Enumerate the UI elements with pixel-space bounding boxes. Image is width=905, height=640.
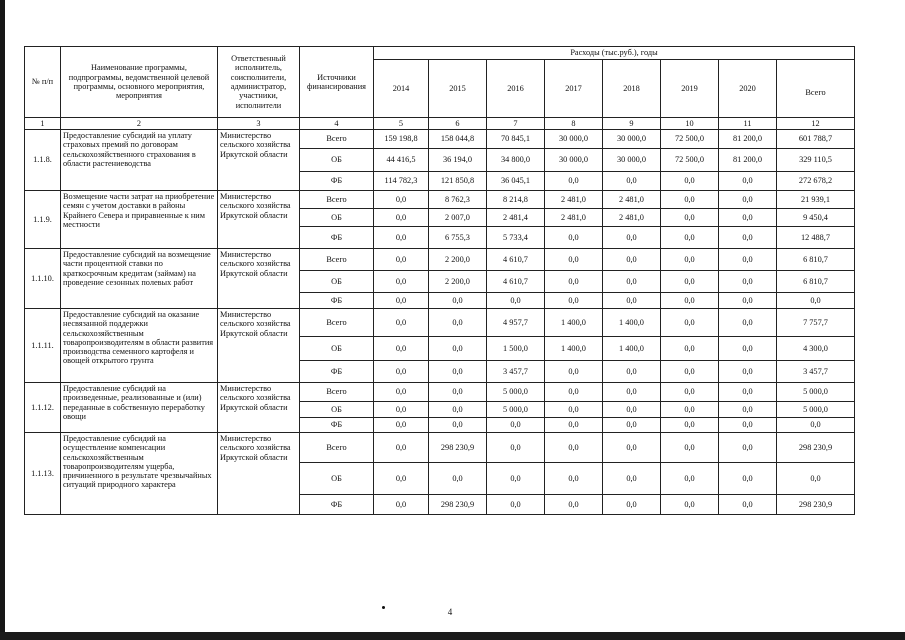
- table-row: [25, 249, 855, 271]
- funding-source: Всего: [300, 309, 374, 337]
- year-value: 0,0: [603, 227, 661, 249]
- year-value: 0,0: [719, 495, 777, 515]
- budget-table: [24, 46, 855, 515]
- table-row: [25, 191, 855, 209]
- item-responsible: Министерство сельского хозяйства Иркутской области: [218, 249, 300, 309]
- funding-source: ФБ: [300, 495, 374, 515]
- year-value: 0,0: [719, 383, 777, 402]
- year-value: 36 045,1: [487, 172, 545, 191]
- total-value: 5 000,0: [777, 383, 855, 402]
- year-value: 0,0: [719, 191, 777, 209]
- total-value: 5 000,0: [777, 402, 855, 418]
- year-value: 0,0: [374, 227, 429, 249]
- header-expenses: Расходы (тыс.руб.), годы: [374, 47, 855, 60]
- year-value: 0,0: [429, 361, 487, 383]
- year-value: 0,0: [661, 172, 719, 191]
- header-year: 2017: [545, 60, 603, 118]
- year-value: 0,0: [661, 227, 719, 249]
- total-value: 9 450,4: [777, 209, 855, 227]
- funding-source: ФБ: [300, 227, 374, 249]
- year-value: 0,0: [545, 361, 603, 383]
- total-value: 298 230,9: [777, 495, 855, 515]
- year-value: 36 194,0: [429, 149, 487, 172]
- header-year: 2016: [487, 60, 545, 118]
- year-value: 159 198,8: [374, 130, 429, 149]
- item-responsible: Министерство сельского хозяйства Иркутской области: [218, 309, 300, 383]
- year-value: 0,0: [603, 402, 661, 418]
- year-value: 0,0: [719, 418, 777, 433]
- year-value: 0,0: [429, 463, 487, 495]
- year-value: 1 500,0: [487, 337, 545, 361]
- col-number: 3: [218, 118, 300, 130]
- year-value: 2 481,4: [487, 209, 545, 227]
- year-value: 0,0: [545, 402, 603, 418]
- year-value: 2 200,0: [429, 249, 487, 271]
- year-value: 121 850,8: [429, 172, 487, 191]
- year-value: 30 000,0: [603, 130, 661, 149]
- year-value: 0,0: [545, 227, 603, 249]
- year-value: 0,0: [719, 361, 777, 383]
- item-name: Предоставление субсидий на возмещение части процентной ставки по краткосрочным кредитам (займам) на проведение сезонных полевых работ: [61, 249, 218, 309]
- total-value: 0,0: [777, 463, 855, 495]
- year-value: 0,0: [661, 361, 719, 383]
- year-value: 0,0: [719, 337, 777, 361]
- year-value: 34 800,0: [487, 149, 545, 172]
- year-value: 158 044,8: [429, 130, 487, 149]
- header-year: 2019: [661, 60, 719, 118]
- year-value: 0,0: [719, 463, 777, 495]
- year-value: 4 610,7: [487, 249, 545, 271]
- scan-edge-bottom: [0, 632, 905, 640]
- year-value: 0,0: [661, 191, 719, 209]
- total-value: 4 300,0: [777, 337, 855, 361]
- table-row: [25, 309, 855, 337]
- year-value: 44 416,5: [374, 149, 429, 172]
- column-numbers-row: [25, 118, 855, 130]
- year-value: 0,0: [374, 418, 429, 433]
- col-number: 6: [429, 118, 487, 130]
- funding-source: Всего: [300, 383, 374, 402]
- year-value: 30 000,0: [545, 130, 603, 149]
- year-value: 0,0: [429, 309, 487, 337]
- total-value: 6 810,7: [777, 249, 855, 271]
- year-value: 0,0: [487, 293, 545, 309]
- year-value: 0,0: [545, 433, 603, 463]
- scan-dot: [382, 606, 385, 609]
- table-row: [25, 433, 855, 463]
- total-value: 12 488,7: [777, 227, 855, 249]
- year-value: 5 000,0: [487, 383, 545, 402]
- col-number: 12: [777, 118, 855, 130]
- year-value: 0,0: [719, 209, 777, 227]
- year-value: 0,0: [661, 309, 719, 337]
- year-value: 0,0: [603, 271, 661, 293]
- year-value: 0,0: [429, 337, 487, 361]
- year-value: 0,0: [719, 172, 777, 191]
- year-value: 0,0: [429, 418, 487, 433]
- item-responsible: Министерство сельского хозяйства Иркутской области: [218, 130, 300, 191]
- year-value: 114 782,3: [374, 172, 429, 191]
- year-value: 0,0: [603, 463, 661, 495]
- total-value: 21 939,1: [777, 191, 855, 209]
- funding-source: ФБ: [300, 172, 374, 191]
- year-value: 81 200,0: [719, 130, 777, 149]
- funding-source: Всего: [300, 433, 374, 463]
- col-number: 7: [487, 118, 545, 130]
- year-value: 0,0: [487, 433, 545, 463]
- year-value: 0,0: [661, 433, 719, 463]
- year-value: 2 481,0: [545, 191, 603, 209]
- scan-edge-left: [0, 0, 5, 640]
- year-value: 0,0: [661, 249, 719, 271]
- funding-source: ОБ: [300, 149, 374, 172]
- header-year: 2018: [603, 60, 661, 118]
- year-value: 0,0: [661, 337, 719, 361]
- header-row-1: [25, 47, 855, 60]
- year-value: 0,0: [374, 191, 429, 209]
- col-number: 4: [300, 118, 374, 130]
- year-value: 6 755,3: [429, 227, 487, 249]
- funding-source: ОБ: [300, 402, 374, 418]
- header-responsible: Ответственный исполнитель, соисполнители, администратор, участники, исполнители: [218, 47, 300, 118]
- item-number: 1.1.12.: [25, 383, 61, 433]
- year-value: 0,0: [487, 463, 545, 495]
- year-value: 0,0: [374, 383, 429, 402]
- year-value: 30 000,0: [545, 149, 603, 172]
- year-value: 0,0: [545, 172, 603, 191]
- year-value: 2 200,0: [429, 271, 487, 293]
- year-value: 0,0: [429, 383, 487, 402]
- year-value: 81 200,0: [719, 149, 777, 172]
- year-value: 0,0: [661, 495, 719, 515]
- item-responsible: Министерство сельского хозяйства Иркутской области: [218, 433, 300, 515]
- total-value: 6 810,7: [777, 271, 855, 293]
- year-value: 0,0: [719, 402, 777, 418]
- total-value: 329 110,5: [777, 149, 855, 172]
- item-name: Предоставление субсидий на оказание несвязанной поддержки сельскохозяйственным товаропроизводителям в области развития производства семенного картофеля и овощей открытого грунта: [61, 309, 218, 383]
- total-value: 3 457,7: [777, 361, 855, 383]
- year-value: 0,0: [374, 495, 429, 515]
- year-value: 3 457,7: [487, 361, 545, 383]
- item-number: 1.1.8.: [25, 130, 61, 191]
- year-value: 0,0: [374, 249, 429, 271]
- col-number: 1: [25, 118, 61, 130]
- header-total: Всего: [777, 60, 855, 118]
- year-value: 0,0: [545, 418, 603, 433]
- year-value: 0,0: [374, 402, 429, 418]
- year-value: 0,0: [374, 337, 429, 361]
- total-value: 298 230,9: [777, 433, 855, 463]
- year-value: 2 481,0: [545, 209, 603, 227]
- header-name: Наименование программы, подпрограммы, ведомственной целевой программы, основного мероприятия, мероприятия: [61, 47, 218, 118]
- funding-source: ОБ: [300, 337, 374, 361]
- year-value: 0,0: [719, 433, 777, 463]
- funding-source: ФБ: [300, 361, 374, 383]
- funding-source: ОБ: [300, 209, 374, 227]
- col-number: 10: [661, 118, 719, 130]
- funding-source: Всего: [300, 191, 374, 209]
- year-value: 0,0: [661, 463, 719, 495]
- year-value: 0,0: [661, 402, 719, 418]
- funding-source: Всего: [300, 130, 374, 149]
- year-value: 0,0: [487, 418, 545, 433]
- year-value: 1 400,0: [545, 309, 603, 337]
- year-value: 72 500,0: [661, 130, 719, 149]
- year-value: 0,0: [719, 309, 777, 337]
- funding-source: ОБ: [300, 271, 374, 293]
- year-value: 0,0: [661, 418, 719, 433]
- year-value: 0,0: [603, 495, 661, 515]
- col-number: 9: [603, 118, 661, 130]
- year-value: 0,0: [603, 361, 661, 383]
- year-value: 0,0: [545, 495, 603, 515]
- item-name: Предоставление субсидий на произведенные, реализованные и (или) переданные в собственную переработку овощи: [61, 383, 218, 433]
- item-number: 1.1.13.: [25, 433, 61, 515]
- year-value: 0,0: [374, 309, 429, 337]
- year-value: 298 230,9: [429, 495, 487, 515]
- year-value: 0,0: [719, 293, 777, 309]
- item-number: 1.1.10.: [25, 249, 61, 309]
- funding-source: ФБ: [300, 293, 374, 309]
- year-value: 0,0: [661, 271, 719, 293]
- funding-source: ОБ: [300, 463, 374, 495]
- header-year: 2015: [429, 60, 487, 118]
- year-value: 0,0: [719, 249, 777, 271]
- year-value: 4 957,7: [487, 309, 545, 337]
- year-value: 0,0: [545, 249, 603, 271]
- year-value: 0,0: [603, 293, 661, 309]
- year-value: 0,0: [661, 209, 719, 227]
- total-value: 7 757,7: [777, 309, 855, 337]
- item-number: 1.1.11.: [25, 309, 61, 383]
- year-value: 298 230,9: [429, 433, 487, 463]
- year-value: 0,0: [487, 495, 545, 515]
- year-value: 0,0: [603, 383, 661, 402]
- item-responsible: Министерство сельского хозяйства Иркутской области: [218, 191, 300, 249]
- funding-source: ФБ: [300, 418, 374, 433]
- year-value: 0,0: [374, 361, 429, 383]
- year-value: 2 007,0: [429, 209, 487, 227]
- year-value: 30 000,0: [603, 149, 661, 172]
- header-year: 2014: [374, 60, 429, 118]
- page-number: 4: [447, 607, 453, 617]
- year-value: 0,0: [545, 293, 603, 309]
- year-value: 8 214,8: [487, 191, 545, 209]
- year-value: 70 845,1: [487, 130, 545, 149]
- year-value: 5 733,4: [487, 227, 545, 249]
- item-name: Предоставление субсидий на уплату страховых премий по договорам сельскохозяйственного страхования в области растениеводства: [61, 130, 218, 191]
- table-row: [25, 383, 855, 402]
- year-value: 0,0: [603, 172, 661, 191]
- year-value: 8 762,3: [429, 191, 487, 209]
- year-value: 0,0: [545, 383, 603, 402]
- year-value: 0,0: [374, 463, 429, 495]
- item-responsible: Министерство сельского хозяйства Иркутской области: [218, 383, 300, 433]
- year-value: 0,0: [603, 249, 661, 271]
- col-number: 5: [374, 118, 429, 130]
- header-source: Источники финансирования: [300, 47, 374, 118]
- col-number: 8: [545, 118, 603, 130]
- year-value: 0,0: [719, 271, 777, 293]
- year-value: 0,0: [545, 271, 603, 293]
- year-value: 1 400,0: [545, 337, 603, 361]
- year-value: 0,0: [374, 293, 429, 309]
- year-value: 0,0: [429, 402, 487, 418]
- total-value: 0,0: [777, 418, 855, 433]
- year-value: 0,0: [603, 433, 661, 463]
- total-value: 0,0: [777, 293, 855, 309]
- total-value: 272 678,2: [777, 172, 855, 191]
- year-value: 0,0: [374, 433, 429, 463]
- year-value: 0,0: [374, 271, 429, 293]
- year-value: 2 481,0: [603, 209, 661, 227]
- total-value: 601 788,7: [777, 130, 855, 149]
- header-num: № п/п: [25, 47, 61, 118]
- item-name: Возмещение части затрат на приобретение семян с учетом доставки в районы Крайнего Севера и приравненные к ним местности: [61, 191, 218, 249]
- year-value: 0,0: [429, 293, 487, 309]
- year-value: 1 400,0: [603, 309, 661, 337]
- col-number: 2: [61, 118, 218, 130]
- year-value: 5 000,0: [487, 402, 545, 418]
- year-value: 0,0: [661, 383, 719, 402]
- year-value: 0,0: [545, 463, 603, 495]
- item-name: Предоставление субсидий на осуществление компенсации сельскохозяйственным товаропроизводителям ущерба, причиненного в результате чрезвычайных ситуаций природного характера: [61, 433, 218, 515]
- year-value: 4 610,7: [487, 271, 545, 293]
- year-value: 0,0: [719, 227, 777, 249]
- item-number: 1.1.9.: [25, 191, 61, 249]
- col-number: 11: [719, 118, 777, 130]
- year-value: 0,0: [603, 418, 661, 433]
- year-value: 72 500,0: [661, 149, 719, 172]
- table-row: [25, 130, 855, 149]
- year-value: 0,0: [661, 293, 719, 309]
- year-value: 1 400,0: [603, 337, 661, 361]
- year-value: 2 481,0: [603, 191, 661, 209]
- header-year: 2020: [719, 60, 777, 118]
- year-value: 0,0: [374, 209, 429, 227]
- funding-source: Всего: [300, 249, 374, 271]
